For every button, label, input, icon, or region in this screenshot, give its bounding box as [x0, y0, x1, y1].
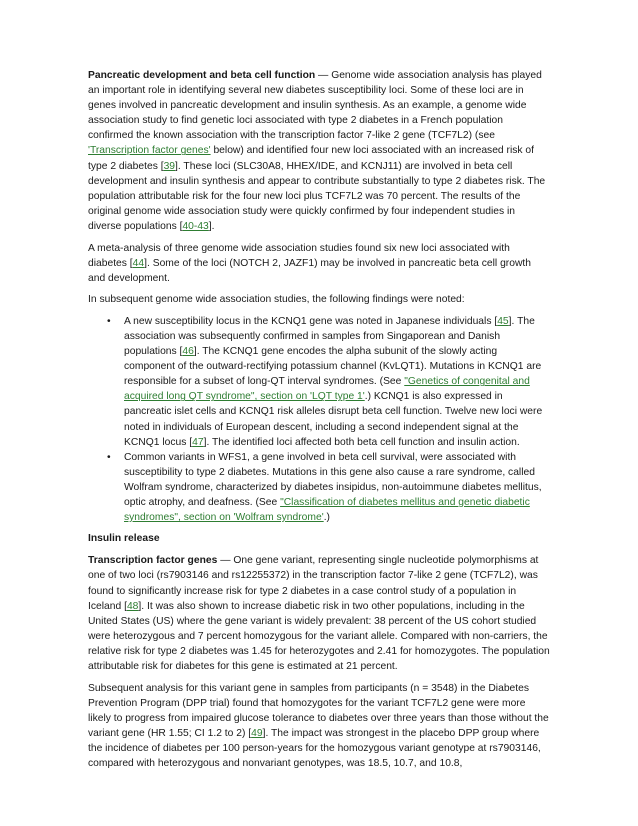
- ref-link-45[interactable]: 45: [497, 315, 509, 327]
- ref-link-47[interactable]: 47: [192, 436, 204, 448]
- text: Common variants in WFS1, a gene involved in beta cell survival, were associated with susceptibility to type 2 diabetes. Mutations in this gene also cause a rare syndrome, called Wolfram syndrome, characterized by diabetes insipidus, non-autoimmune diabetes mellitus, optic atrophy, and deafness. (See: [124, 451, 542, 509]
- text: ]. These loci (SLC30A8, HHEX/IDE, and KCNJ11) are involved in beta cell development and insulin synthesis and appear to contribute substantially to type 2 diabetes risk. The population attributable risk for the four new loci plus TCF7L2 was 70 percent. The results of the original genome wide association study were quickly confirmed by four independent studies in diverse populations [: [88, 160, 546, 232]
- text: ]. The identified loci affected both beta cell function and insulin action.: [203, 436, 520, 448]
- text: ]. It was also shown to increase diabetic risk in two other populations, including in the United States (US) where the gene variant is widely prevalent: 38 percent of the US cohort studied were heterozygous and 7 percent homozygous for the variant allele. Compared with non-carriers, the relative risk for type 2 diabetes was 1.45 for heterozygotes and 2.41 for homozygotes. The population attributable risk for diabetes for this gene is estimated at 21 percent.: [88, 600, 550, 672]
- link-wolfram-syndrome[interactable]: "Classification of diabetes mellitus and genetic diabetic syndromes", section on 'Wolfram syndrome': [124, 497, 530, 524]
- list-item-kcnq1: [124, 314, 550, 450]
- text: ].: [208, 220, 215, 232]
- section-heading-transcription: Transcription factor genes: [88, 555, 218, 567]
- text: A meta-analysis of three genome wide association studies found six new loci associated with diabetes [: [88, 242, 510, 269]
- ref-link-49[interactable]: 49: [251, 727, 263, 739]
- ref-link-48[interactable]: 48: [126, 600, 139, 612]
- text: .): [323, 512, 330, 524]
- text: below) and identified four new loci associated with an increased risk of type 2 diabetes [: [88, 145, 534, 172]
- text: In subsequent genome wide association studies, the following findings were noted:: [88, 294, 465, 306]
- text: ]. The impact was strongest in the placebo DPP group where the incidence of diabetes per 100 person-years for the homozygous variant genotype at rs7903146, compared with heterozygous and nonvariant genotypes, was 18.5, 10.7, and 10.8,: [88, 727, 541, 770]
- paragraph-subsequent-studies: [88, 292, 550, 307]
- text: A new susceptibility locus in the KCNQ1 gene was noted in Japanese individuals [: [124, 315, 498, 327]
- text: .) KCNQ1 is also expressed in pancreatic islet cells and KCNQ1 risk alleles disrupt beta cell function. Twelve new loci were noted in individuals of European descent, including a second independent signal at the KCNQ1 locus [: [124, 391, 543, 448]
- paragraph-dpp-analysis: [88, 681, 550, 772]
- text: ]. The association was subsequently confirmed in samples from Singaporean and Danish populations [: [124, 315, 535, 358]
- ref-link-44[interactable]: 44: [132, 257, 145, 269]
- text: Subsequent analysis for this variant gene in samples from participants (n = 3548) in the Diabetes Prevention Program (DPP trial) found that homozygotes for the variant TCF7L2 gene were more likely to progress from impaired glucose tolerance to diabetes over three years than those without the variant gene (HR 1.55; CI 1.2 to 2) [: [88, 682, 549, 739]
- link-long-qt-syndrome[interactable]: "Genetics of congenital and acquired long QT syndrome", section on 'LQT type 1': [124, 376, 530, 403]
- section-heading-insulin-release: Insulin release: [88, 533, 160, 545]
- link-transcription-factor-genes[interactable]: 'Transcription factor genes': [88, 145, 211, 157]
- text: — One gene variant, representing single nucleotide polymorphisms at one of two loci (rs7903146 and rs12255372) in the transcription factor 7-like 2 gene (TCF7L2), was found to significantly increase risk for type 2 diabetes in a case control study of a population in Iceland [: [88, 555, 539, 612]
- list-item-wfs1: [124, 450, 550, 525]
- ref-link-46[interactable]: 46: [182, 346, 194, 358]
- ref-link-39[interactable]: 39: [163, 160, 176, 172]
- text: — Genome wide association analysis has played an important role in identifying several new diabetes susceptibility loci. Some of these loci are in genes involved in pancreatic development and insulin synthesis. As an example, a genome wide association study to find genetic loci associated with type 2 diabetes in a French population confirmed the known association with the transcription factor 7-like 2 gene (TCF7L2) (see: [88, 70, 542, 142]
- paragraph-transcription-factor-genes: [88, 553, 550, 674]
- document-page: [88, 68, 550, 778]
- paragraph-pancreatic-development: [88, 68, 550, 234]
- ref-link-40-43[interactable]: 40-43: [182, 220, 209, 232]
- paragraph-meta-analysis: [88, 241, 550, 286]
- findings-list: [88, 314, 550, 525]
- text: ]. Some of the loci (NOTCH 2, JAZF1) may be involved in pancreatic beta cell growth and development.: [88, 257, 531, 284]
- section-heading-pancreatic: Pancreatic development and beta cell function: [88, 70, 316, 81]
- text: ]. The KCNQ1 gene encodes the alpha subunit of the slowly acting component of the outward-rectifying potassium channel (KvLQT1). Mutations in KCNQ1 are responsible for a subset of long-QT interval syndromes. (See: [124, 346, 542, 388]
